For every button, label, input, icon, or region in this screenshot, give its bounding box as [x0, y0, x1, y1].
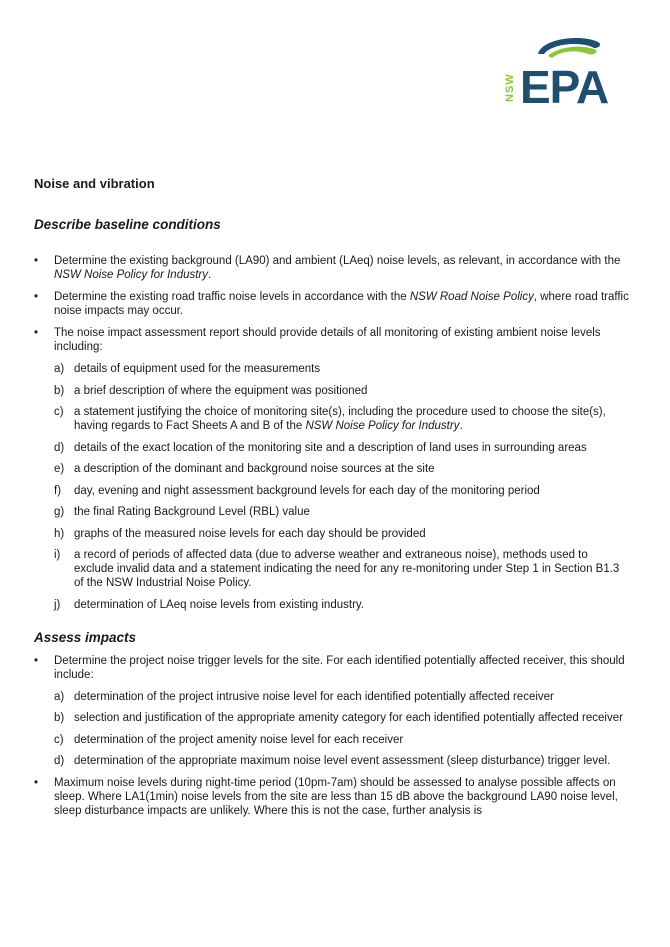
sub-list-item: b) a brief description of where the equipment was positioned	[54, 384, 368, 397]
page-heading: Noise and vibration	[34, 176, 155, 191]
sub-list-item: d) determination of the appropriate maximum noise level event assessment (sleep disturbance) trigger level.	[54, 755, 611, 767]
sub-list-item: h) graphs of the measured noise levels for each day should be provided	[54, 527, 426, 540]
logo-nsw-text: NSW	[504, 73, 516, 103]
list-item: • Determine the existing road traffic noise levels in accordance with the NSW Road Noise Policy, where road traffic noise impacts may occur.	[34, 290, 630, 318]
sub-list-item: g) the final Rating Background Level (RBL) value	[54, 506, 310, 518]
sub-list-item: j) determination of LAeq noise levels from existing industry.	[54, 598, 364, 611]
list-item: • Maximum noise levels during night-time period (10pm-7am) should be assessed to analyse possible affects on sleep. Where LA1(1min) noise levels from the site are less than 15 dB above the background LA90 noise level, sleep disturbance impacts are unlikely. Where this is not the case, further analysis is	[34, 776, 630, 818]
logo-epa-text: EPA	[520, 61, 609, 113]
sub-list-item: a) determination of the project intrusive noise level for each identified potentially affected receiver	[54, 690, 554, 703]
sub-list-item: b) selection and justification of the appropriate amenity category for each identified potentially affected receiver	[54, 712, 623, 724]
sub-list-item: f) day, evening and night assessment background levels for each day of the monitoring period	[54, 484, 540, 497]
sub-list-item: a) details of equipment used for the measurements	[54, 363, 321, 375]
monitoring-details-list	[54, 362, 630, 612]
sub-list-item: c) determination of the project amenity noise level for each receiver	[54, 733, 404, 746]
section-title-assess: Assess impacts	[34, 629, 137, 645]
document-body	[34, 176, 630, 826]
assess-list	[34, 654, 630, 819]
sub-list-item: c) a statement justifying the choice of monitoring site(s), including the procedure used to choose the site(s), having regards to Fact Sheets A and B of the NSW Noise Policy for Industry.	[54, 406, 606, 432]
sub-list-item: d) details of the exact location of the monitoring site and a description of land uses in surrounding areas	[54, 441, 587, 454]
sub-list-item: i) a record of periods of affected data (due to adverse weather and extraneous noise), methods used to exclude invalid data and a statement indicating the need for any re-monitoring under Step 1 in Section B1.3 of the NSW Industrial Noise Policy.	[54, 549, 620, 589]
swoosh-icon	[534, 32, 604, 64]
list-item: • Determine the existing background (LA90) and ambient (LAeq) noise levels, as relevant, in accordance with the NSW Noise Policy for Industry.	[34, 254, 630, 282]
baseline-list	[34, 254, 630, 612]
trigger-levels-list	[54, 690, 630, 769]
nsw-epa-logo	[504, 30, 626, 113]
list-item: • Determine the project noise trigger levels for the site. For each identified potentially affected receiver, this should include: a) determination of the project intrusive noise level for each identified potentially affected receiver b) selection and justification of the appropriate amenity category for each identified potentially affected receiver c) determination of the project amenity noise level for each receiver d) determination of the appropriate maximum noise level event assessment (sleep disturbance) trigger level.	[34, 654, 630, 769]
list-item: • The noise impact assessment report should provide details of all monitoring of existing ambient noise levels including: a) details of equipment used for the measurements b) a brief description of where the equipment was positioned c) a statement justifying the choice of monitoring site(s), including the procedure used to choose the site(s), having regards to Fact Sheets A and B of the NSW Noise Policy for Industry. d) details of the exact location of the monitoring site and a description of land uses in surrounding areas e) a description of the dominant and background noise sources at the site f) day, evening and night assessment background levels for each day of the monitoring period g) the final Rating Background Level (RBL) value h) graphs of the measured noise levels for each day should be provided i) a record of periods of affected data (due to adverse weather and extraneous noise), methods used to exclude invalid data and a statement indicating the need for any re-monitoring under Step 1 in Section B1.3 of the NSW Industrial Noise Policy. j) determination of LAeq noise levels from existing industry.	[34, 326, 630, 612]
sub-list-item: e) a description of the dominant and background noise sources at the site	[54, 463, 435, 475]
section-title-baseline: Describe baseline conditions	[34, 217, 221, 232]
